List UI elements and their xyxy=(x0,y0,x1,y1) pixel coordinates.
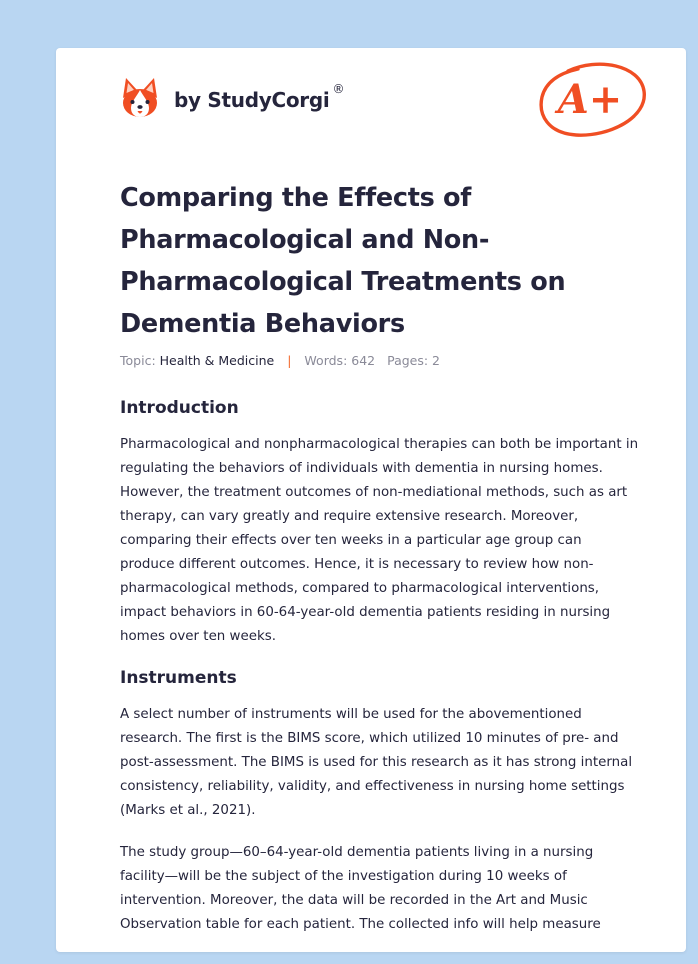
essay-meta xyxy=(120,353,440,368)
studycorgi-logo[interactable] xyxy=(120,75,344,121)
meta-separator: | xyxy=(287,353,292,368)
brand-name: by StudyCorgi ® xyxy=(174,82,345,112)
instruments-paragraph-2: The study group—60–64-year-old dementia patients living in a nursing facility—will be the subject of the investigation during 10 weeks of intervention. Moreover, the data will be recorded in the Art and Music Observation table for each patient. The collected info will help measure xyxy=(120,845,601,932)
introduction-paragraph: Pharmacological and nonpharmacological therapies can both be important in regulating the behaviors of individuals with dementia in nursing homes. However, the treatment outcomes of non-mediational methods, such as art therapy, can vary greatly and require extensive research. Moreover, comparing their effects over ten weeks in a particular age group can produce different outcomes. Hence, it is necessary to review how non-pharmacological methods, compared to pharmacological interventions, impact behaviors in 60-64-year-old dementia patients residing in nursing homes over ten weeks. xyxy=(120,437,639,644)
grade-icon xyxy=(538,59,646,141)
a-plus-grade-stamp xyxy=(538,59,646,145)
topic-link[interactable]: Health & Medicine xyxy=(159,353,275,368)
topic-label: Topic: xyxy=(120,353,156,368)
corgi-icon xyxy=(120,76,160,120)
section-heading-introduction: Introduction xyxy=(120,398,239,418)
page-title: Comparing the Effects of Pharmacological and Non-Pharmacological Treatments on Dementia Behaviors xyxy=(120,183,566,339)
section-heading-instruments: Instruments xyxy=(120,668,237,688)
page-count: Pages: 2 xyxy=(387,353,441,368)
instruments-paragraph-1: A select number of instruments will be used for the abovementioned research. The first is the BIMS score, which utilized 10 minutes of pre- and post-assessment. The BIMS is used for this research as it has strong internal consistency, reliability, validity, and effectiveness in nursing home settings (Marks et al., 2021). xyxy=(120,707,633,818)
word-count: Words: 642 xyxy=(304,353,376,368)
document-page xyxy=(56,48,686,952)
svg-text:A+: A+ xyxy=(557,76,623,123)
